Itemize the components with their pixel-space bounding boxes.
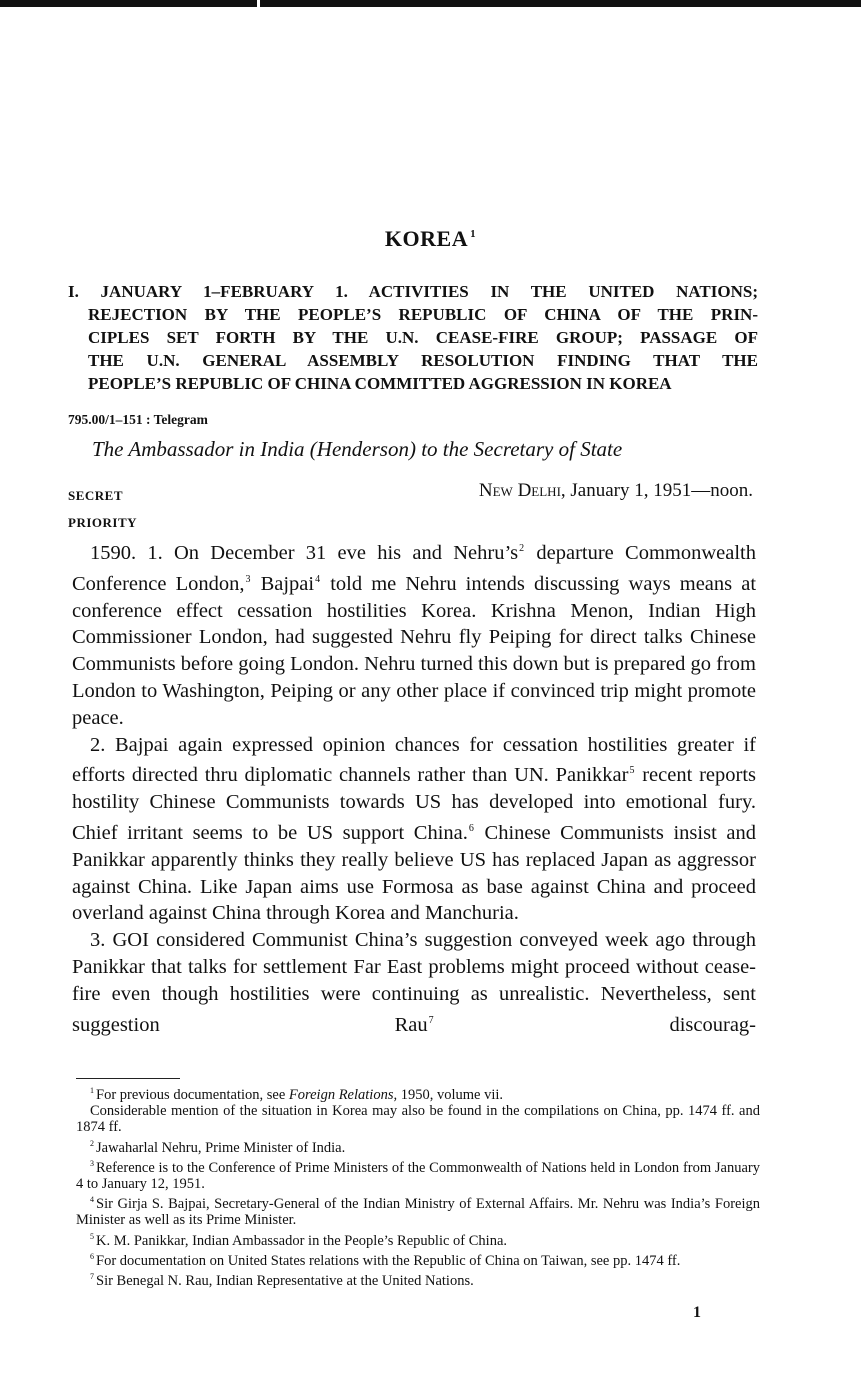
footnote-ref[interactable]: 7: [428, 1014, 434, 1026]
footnote: $^4$ Sir Girja S. Bajpai, Secretary-General of the Indian Ministry of External Affairs. Mr. Nehru was India’s Foreign Minister as well as its Prime Minister.: [76, 1195, 760, 1229]
footnote: $^5$ K. M. Panikkar, Indian Ambassador in the People’s Republic of China.: [90, 1231, 507, 1249]
body-paragraph: 3. GOI considered Communist China’s suggestion conveyed week ago through Panikkar that talks for settlement Far East problems might proceed without cease-fire even though hostilities were continuing as unrealistic. Nevertheless, sent suggestion Rau$^7$ discourag-: [72, 929, 756, 1036]
footnotes: [76, 1083, 760, 1289]
section-heading-line: I. JANUARY 1–FEBRUARY 1. ACTIVITIES IN THE UNITED NATIONS;: [68, 282, 758, 301]
footnote: $^2$ Jawaharlal Nehru, Prime Minister of India.: [90, 1138, 346, 1156]
footnote: Considerable mention of the situation in Korea may also be found in the compilations on China, pp. 1474 ff. and 1874 ff.: [76, 1103, 760, 1136]
document-subject: The Ambassador in India (Henderson) to the Secretary of State: [92, 437, 623, 461]
footnote-ref[interactable]: 4: [315, 573, 321, 585]
telegram-body: [72, 536, 756, 1038]
dateline: New Delhi, January 1, 1951—noon.: [478, 480, 753, 501]
top-border-bar: [0, 0, 861, 7]
footnote-ref[interactable]: 2: [519, 543, 525, 554]
precedence-label: PRIORITY: [68, 515, 138, 530]
footnote-ref[interactable]: 5: [629, 765, 635, 777]
section-heading-line: PEOPLE’S REPUBLIC OF CHINA COMMITTED AGGRESSION IN KOREA: [88, 374, 672, 393]
section-heading-line: CIPLES SET FORTH BY THE U.N. CEASE-FIRE GROUP; PASSAGE OF: [88, 328, 758, 347]
section-heading: [68, 280, 758, 395]
top-border-gap: [257, 0, 260, 7]
footnote: $^6$ For documentation on United States relations with the Republic of China on Taiwan, see pp. 1474 ff.: [90, 1251, 681, 1269]
section-heading-line: THE U.N. GENERAL ASSEMBLY RESOLUTION FINDING THAT THE: [88, 351, 758, 370]
page-number: 1: [693, 1304, 701, 1321]
title-footnote-ref[interactable]: 1: [470, 228, 477, 240]
footnote: $^7$ Sir Benegal N. Rau, Indian Representative at the United Nations.: [90, 1272, 474, 1290]
footnote: $^1$ For previous documentation, see Foreign Relations, 1950, volume vii.: [90, 1086, 504, 1103]
classification-label: SECRET: [68, 488, 124, 503]
footnote-ref[interactable]: 3: [245, 573, 251, 585]
body-paragraph: 1590. 1. On December 31 eve his and $Nehru’s^2$ departure Commonwealth Conference London,$^3$ Bajpai$^4$ told me Nehru intends discussing ways means at conference effect cessation hostilities Korea. Krishna Menon, Indian High Commissioner London, had suggested Nehru fly Peiping for direct talks Chinese Communists before going London. Nehru turned this down but is prepared go from London to Washington, Peiping or any other place if convinced trip might promote peace.: [72, 542, 757, 729]
file-number: 795.00/1–151 : Telegram: [68, 412, 208, 427]
footnote-ref[interactable]: 6: [468, 822, 474, 834]
page-title: KOREA $^1$: [384, 226, 477, 251]
body-paragraph: 2. Bajpai again expressed opinion chances for cessation hostilities greater if efforts directed thru diplomatic channels rather than UN. Panikkar$^5$ recent reports hostility Chinese Communists towards US has developed into emotional fury. Chief irritant seems to be US support China.$^6$ Chinese Communists insist and Panikkar apparently thinks they really believe US has replaced Japan as aggressor against China. Like Japan aims use Formosa as base against China and proceed overland against China through Korea and Manchuria.: [72, 733, 756, 925]
footnote-divider: [76, 1078, 180, 1079]
section-heading-line: REJECTION BY THE PEOPLE’S REPUBLIC OF CHINA OF THE PRIN-: [88, 305, 758, 324]
footnote: $^3$ Reference is to the Conference of Prime Ministers of the Commonwealth of Nations held in London from January 4 to January 12, 1951.: [76, 1158, 760, 1193]
